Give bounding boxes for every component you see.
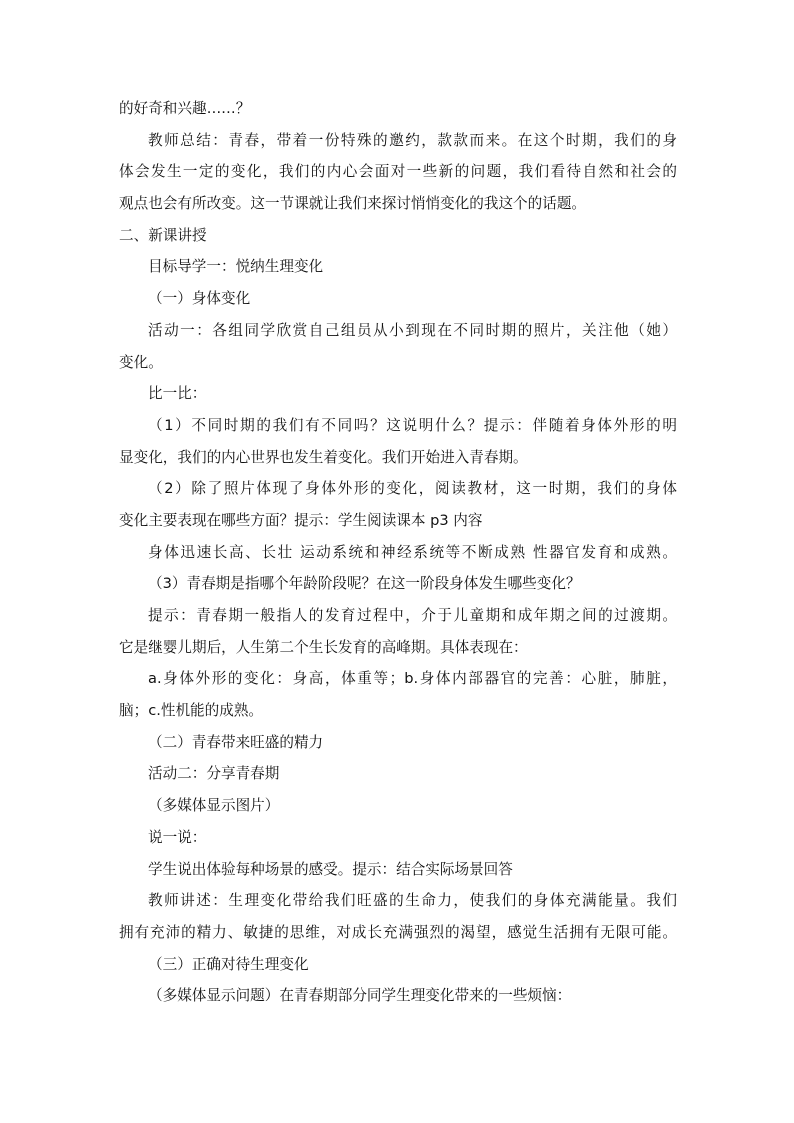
text-line: （二）青春带来旺盛的精力 <box>148 733 324 751</box>
document-body <box>119 93 677 1012</box>
text-line: 学生说出体验每种场景的感受。提示：结合实际场景回答 <box>148 860 513 878</box>
text-line: 教师讲述：生理变化带给我们旺盛的生命力，使我们的身体充满能量。我们 <box>148 892 677 910</box>
text-line: a.身体外形的变化：身高，体重等；b.身体内部器官的完善：心脏，肺脏， <box>148 670 677 688</box>
text-line: （三）正确对待生理变化 <box>148 955 309 973</box>
text-line: 活动二：分享青春期 <box>148 765 280 783</box>
text-line: 提示：青春期一般指人的发育过程中，介于儿童期和成年期之间的过渡期。 <box>148 607 677 624</box>
text-line: （多媒体显示问题）在青春期部分同学生理变化带来的一些烦恼： <box>148 987 572 1005</box>
text-line: 教师总结：青春，带着一份特殊的邀约，款款而来。在这个时期，我们的身 <box>148 131 677 149</box>
text-line: 它是继婴儿期后，人生第二个生长发育的高峰期。具体表现在： <box>119 638 528 656</box>
text-line: 体会发生一定的变化，我们的内心会面对一些新的问题，我们看待自然和社会的 <box>119 163 677 181</box>
text-line: 活动一：各组同学欣赏自己组员从小到现在不同时期的照片，关注他（她） <box>148 321 677 339</box>
text-line: 说一说： <box>148 828 207 846</box>
text-line: 二、新课讲授 <box>119 226 207 244</box>
text-line: 变化。 <box>119 353 163 371</box>
text-line: 观点也会有所改变。这一节课就让我们来探讨悄悄变化的我这个的话题。 <box>119 195 587 213</box>
text-line: 比一比： <box>148 385 207 403</box>
text-line: 脑；c.性机能的成熟。 <box>119 702 264 720</box>
text-line: 的好奇和兴趣……？ <box>119 100 251 117</box>
text-line: （一）身体变化 <box>148 290 251 308</box>
text-line: 显变化，我们的内心世界也发生着变化。我们开始进入青春期。 <box>119 448 528 466</box>
text-line: （2）除了照片体现了身体外形的变化，阅读教材，这一时期，我们的身体 <box>148 480 677 498</box>
text-line: （3）青春期是指哪个年龄阶段呢？在这一阶段身体发生哪些变化？ <box>148 575 581 593</box>
text-line: （1）不同时期的我们有不同吗？这说明什么？提示：伴随着身体外形的明 <box>148 416 677 434</box>
text-line: 身体迅速长高、长壮 运动系统和神经系统等不断成熟 性器官发育和成熟。 <box>148 543 677 561</box>
text-line: （多媒体显示图片） <box>148 797 280 815</box>
text-line: 目标导学一：悦纳生理变化 <box>148 258 324 276</box>
text-lines <box>119 93 677 1012</box>
text-line: 拥有充沛的精力、敏捷的思维，对成长充满强烈的渴望，感觉生活拥有无限可能。 <box>119 923 677 941</box>
text-line: 变化主要表现在哪些方面？提示：学生阅读课本 p3 内容 <box>119 511 483 529</box>
